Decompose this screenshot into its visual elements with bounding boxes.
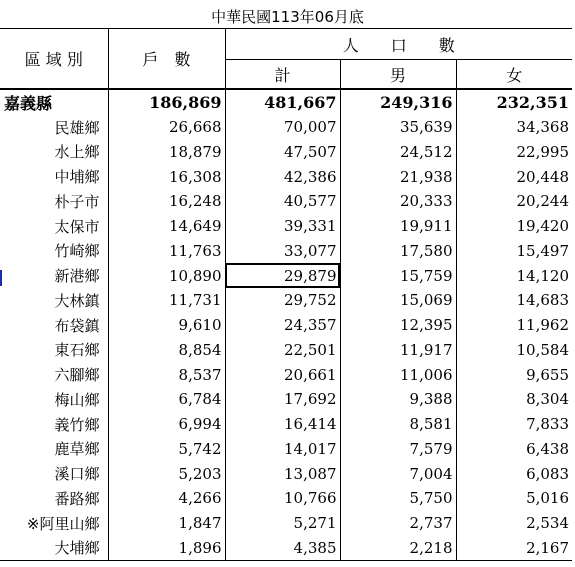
cell-total[interactable]: 4,385 bbox=[225, 536, 340, 561]
cell-total[interactable]: 17,692 bbox=[225, 387, 340, 412]
district-name[interactable]: 太保市 bbox=[0, 214, 108, 239]
cell-total[interactable]: 5,271 bbox=[225, 511, 340, 536]
cell-total[interactable]: 40,577 bbox=[225, 189, 340, 214]
cell-households[interactable]: 14,649 bbox=[108, 214, 225, 239]
cell-households[interactable]: 8,537 bbox=[108, 362, 225, 387]
cell-total[interactable]: 22,501 bbox=[225, 338, 340, 363]
header-total: 計 bbox=[225, 60, 340, 90]
county-households[interactable]: 186,869 bbox=[108, 89, 225, 115]
cell-male[interactable]: 2,737 bbox=[340, 511, 456, 536]
district-name[interactable]: 布袋鎮 bbox=[0, 313, 108, 338]
cell-total[interactable]: 16,414 bbox=[225, 412, 340, 437]
header-female: 女 bbox=[456, 60, 572, 90]
district-name[interactable]: 朴子市 bbox=[0, 189, 108, 214]
cell-female[interactable]: 6,438 bbox=[526, 439, 570, 458]
table-row[interactable] bbox=[0, 239, 572, 264]
county-total-row[interactable] bbox=[0, 89, 572, 115]
cell-male[interactable]: 21,938 bbox=[340, 164, 456, 189]
cell-total[interactable]: 24,357 bbox=[225, 313, 340, 338]
cell-households[interactable]: 18,879 bbox=[108, 140, 225, 165]
cell-male[interactable]: 24,512 bbox=[340, 140, 456, 165]
cell-female[interactable]: 10,584 bbox=[516, 340, 570, 359]
table-row[interactable] bbox=[0, 263, 572, 288]
cell-households[interactable]: 11,731 bbox=[108, 288, 225, 313]
cell-male[interactable]: 12,395 bbox=[340, 313, 456, 338]
county-name[interactable]: 嘉義縣 bbox=[0, 89, 108, 115]
cell-households[interactable]: 16,248 bbox=[108, 189, 225, 214]
cell-male[interactable]: 9,388 bbox=[340, 387, 456, 412]
cell-male[interactable]: 11,006 bbox=[340, 362, 456, 387]
cell-female[interactable]: 7,833 bbox=[526, 415, 570, 434]
cell-female[interactable]: 8,304 bbox=[526, 390, 570, 409]
header-male: 男 bbox=[340, 60, 456, 90]
cell-male[interactable]: 5,750 bbox=[340, 486, 456, 511]
table-row[interactable] bbox=[0, 461, 572, 486]
cell-female[interactable]: 19,420 bbox=[516, 217, 570, 236]
cell-female[interactable]: 20,448 bbox=[516, 167, 570, 186]
table-row[interactable] bbox=[0, 164, 572, 189]
cell-households[interactable]: 11,763 bbox=[108, 239, 225, 264]
cell-male[interactable]: 2,218 bbox=[340, 536, 456, 561]
cell-total[interactable]: 29,752 bbox=[225, 288, 340, 313]
table-row[interactable] bbox=[0, 486, 572, 511]
cell-total[interactable]: 33,077 bbox=[225, 239, 340, 264]
population-table bbox=[0, 28, 572, 561]
cell-male[interactable]: 11,917 bbox=[340, 338, 456, 363]
district-name[interactable]: 水上鄉 bbox=[0, 140, 108, 165]
cell-female[interactable]: 2,534 bbox=[526, 514, 570, 533]
district-name[interactable]: 六腳鄉 bbox=[0, 362, 108, 387]
cell-households[interactable]: 1,896 bbox=[108, 536, 225, 561]
district-name[interactable]: 竹崎鄉 bbox=[0, 239, 108, 264]
cell-households[interactable]: 8,854 bbox=[108, 338, 225, 363]
cell-households[interactable]: 1,847 bbox=[108, 511, 225, 536]
cell-households[interactable]: 4,266 bbox=[108, 486, 225, 511]
cell-male[interactable]: 7,004 bbox=[340, 461, 456, 486]
cell-total[interactable]: 10,766 bbox=[225, 486, 340, 511]
selected-cell[interactable]: 29,879 bbox=[225, 263, 340, 288]
table-row[interactable] bbox=[0, 214, 572, 239]
district-name[interactable]: ※阿里山鄉 bbox=[0, 511, 108, 536]
district-name[interactable]: 番路鄉 bbox=[0, 486, 108, 511]
district-name[interactable]: 大埔鄉 bbox=[0, 536, 108, 561]
cell-total[interactable]: 13,087 bbox=[225, 461, 340, 486]
district-name[interactable]: 中埔鄉 bbox=[0, 164, 108, 189]
cell-total[interactable]: 20,661 bbox=[225, 362, 340, 387]
district-name[interactable]: 大林鎮 bbox=[0, 288, 108, 313]
table-title: 中華民國113年06月底 bbox=[211, 8, 364, 26]
cell-female[interactable]: 14,683 bbox=[516, 291, 570, 310]
cell-female[interactable]: 34,368 bbox=[516, 118, 570, 137]
cell-households[interactable]: 26,668 bbox=[108, 115, 225, 140]
table-row[interactable] bbox=[0, 189, 572, 214]
cell-female[interactable]: 6,083 bbox=[526, 464, 570, 483]
cell-male[interactable]: 8,581 bbox=[340, 412, 456, 437]
cell-households[interactable]: 6,784 bbox=[108, 387, 225, 412]
cell-households[interactable]: 5,742 bbox=[108, 437, 225, 462]
district-name[interactable]: 鹿草鄉 bbox=[0, 437, 108, 462]
table-row[interactable] bbox=[0, 115, 572, 140]
cell-female[interactable]: 22,995 bbox=[516, 142, 570, 161]
county-population-total[interactable]: 481,667 bbox=[225, 89, 340, 115]
header-region: 區 域 別 bbox=[0, 29, 108, 90]
cell-female[interactable]: 2,167 bbox=[456, 536, 572, 561]
district-name[interactable]: 民雄鄉 bbox=[0, 115, 108, 140]
cell-total[interactable]: 14,017 bbox=[225, 437, 340, 462]
cell-households[interactable]: 9,610 bbox=[108, 313, 225, 338]
table-row[interactable] bbox=[0, 437, 572, 462]
district-name[interactable]: 新港鄉 bbox=[0, 263, 108, 288]
table-row[interactable] bbox=[0, 362, 572, 387]
cell-households[interactable]: 10,890 bbox=[108, 263, 225, 288]
table-row[interactable] bbox=[0, 511, 572, 536]
table-row[interactable] bbox=[0, 412, 572, 437]
county-female[interactable]: 232,351 bbox=[496, 92, 570, 112]
table-row[interactable] bbox=[0, 536, 572, 561]
cell-households[interactable]: 6,994 bbox=[108, 412, 225, 437]
header-population: 人 口 數 bbox=[225, 29, 572, 60]
cell-total[interactable]: 70,007 bbox=[225, 115, 340, 140]
header-households: 戶 數 bbox=[108, 29, 225, 90]
cell-total[interactable]: 47,507 bbox=[225, 140, 340, 165]
district-name[interactable]: 梅山鄉 bbox=[0, 387, 108, 412]
cell-male[interactable]: 7,579 bbox=[340, 437, 456, 462]
cell-male[interactable]: 19,911 bbox=[340, 214, 456, 239]
cell-male[interactable]: 35,639 bbox=[340, 115, 456, 140]
cell-male[interactable]: 15,759 bbox=[340, 263, 456, 288]
cell-households[interactable]: 16,308 bbox=[108, 164, 225, 189]
cell-female[interactable]: 9,655 bbox=[526, 365, 570, 384]
district-name[interactable]: 義竹鄉 bbox=[0, 412, 108, 437]
cell-female[interactable]: 20,244 bbox=[516, 192, 570, 211]
table-row[interactable] bbox=[0, 288, 572, 313]
cell-female[interactable]: 5,016 bbox=[526, 489, 570, 508]
cell-female[interactable]: 15,497 bbox=[516, 241, 570, 260]
cell-male[interactable]: 20,333 bbox=[340, 189, 456, 214]
cell-households[interactable]: 5,203 bbox=[108, 461, 225, 486]
table-row[interactable] bbox=[0, 313, 572, 338]
district-name[interactable]: 東石鄉 bbox=[0, 338, 108, 363]
table-row[interactable] bbox=[0, 387, 572, 412]
cell-total[interactable]: 42,386 bbox=[225, 164, 340, 189]
county-male[interactable]: 249,316 bbox=[340, 89, 456, 115]
cell-male[interactable]: 17,580 bbox=[340, 239, 456, 264]
cell-male[interactable]: 15,069 bbox=[340, 288, 456, 313]
cell-female[interactable]: 14,120 bbox=[516, 266, 570, 285]
table-row[interactable] bbox=[0, 140, 572, 165]
table-row[interactable] bbox=[0, 338, 572, 363]
district-name[interactable]: 溪口鄉 bbox=[0, 461, 108, 486]
cell-female[interactable]: 11,962 bbox=[516, 316, 570, 335]
cell-total[interactable]: 39,331 bbox=[225, 214, 340, 239]
